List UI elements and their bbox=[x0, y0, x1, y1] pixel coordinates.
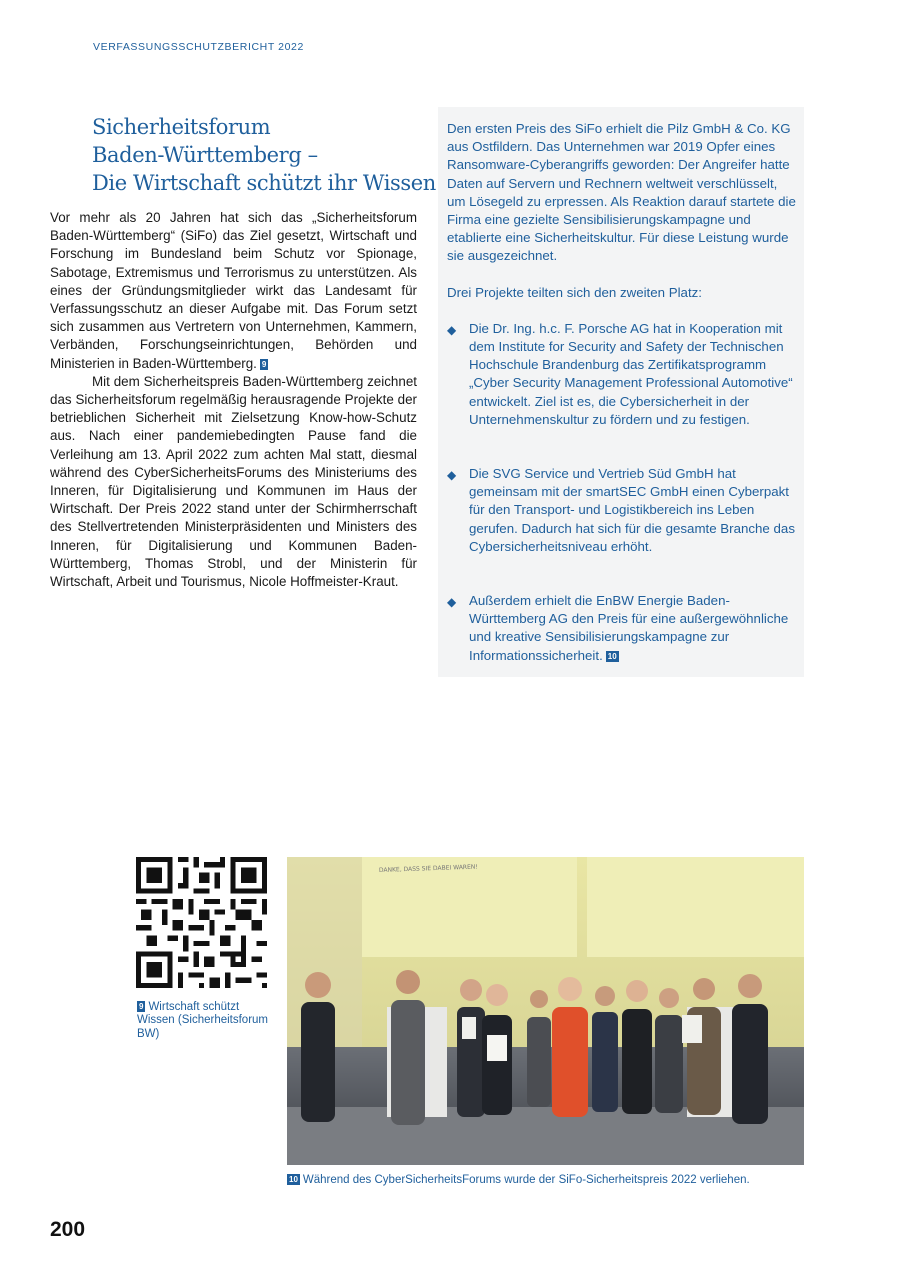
box-intro: Den ersten Preis des SiFo erhielt die Pilz GmbH & Co. KG aus Ostfildern. Das Unternehmen war 2019 Opfer eines Ransomware-Cyberangriffs geworden: Der Angreifer hatte Daten auf Servern und Rechnern weltweit verschlüsselt, um Lösegeld zu erpressen. Als Reaktion darauf startete die Firma eine gezielte Sensibilisierungskampagne und etablierte eine Sicherheitskultur. Für diese Leistung wurde sie ausgezeichnet. bbox=[447, 121, 796, 264]
diamond-bullet-icon: ◆ bbox=[447, 468, 457, 483]
title-line-3: Die Wirtschaft schützt ihr Wissen bbox=[92, 171, 436, 195]
award-info-box bbox=[438, 107, 804, 677]
bullet-text: Die SVG Service und Vertrieb Süd GmbH hat gemeinsam mit der smartSEC GmbH einen Cyberpakt für den Transport- und Logistikbereich ins Leben gerufen. Dadurch hat sich für die gesamte Branche das Cybersicherheitsniveau erhöht. bbox=[469, 466, 795, 554]
qr-code-icon[interactable] bbox=[136, 857, 267, 988]
bullet-item-porsche bbox=[447, 320, 797, 429]
bullet-item-svg bbox=[447, 465, 797, 556]
bullet-item-enbw bbox=[447, 592, 797, 665]
diamond-bullet-icon: ◆ bbox=[447, 595, 457, 610]
qr-caption bbox=[137, 1001, 272, 1041]
title-line-1: Sicherheitsforum bbox=[92, 115, 271, 139]
second-place-lead: Drei Projekte teilten sich den zweiten Platz: bbox=[447, 284, 702, 300]
figure-ref-10: 10 bbox=[289, 1175, 298, 1184]
award-ceremony-photo bbox=[287, 857, 804, 1165]
page-number: 200 bbox=[50, 1218, 86, 1241]
bullet-text: Außerdem erhielt die EnBW Energie Baden-Württemberg AG den Preis für eine außergewöhnliche und kreative Sensibilisierungskampagne zur Informationssicherheit. bbox=[469, 593, 789, 663]
running-head: VERFASSUNGSSCHUTZBERICHT 2022 bbox=[93, 41, 304, 53]
figure-ref-9[interactable]: 9 bbox=[261, 359, 267, 369]
paragraph-1-text: Vor mehr als 20 Jahren hat sich das „Sicherheitsforum Baden-Württemberg“ (SiFo) das Ziel gesetzt, Wirtschaft und Forschung im Bundesland beim Schutz vor Spionage, Sabotage, Extremismus und Terrorismus zu unterstützen. Als eines der Gründungsmitglieder wirkt das Landesamt für Verfassungsschutz an dieser Aufgabe mit. Das Forum setzt sich zusammen aus Vertretern von Unternehmen, Kammern, Verbänden, Forschungseinrichtungen, Behörden und Ministerien in Baden-Württemberg. bbox=[50, 210, 417, 371]
paragraph-1 bbox=[50, 209, 417, 373]
qr-caption-text: Wirtschaft schützt Wissen (Sicherheitsforum BW) bbox=[137, 1001, 269, 1040]
figure-ref-10[interactable]: 10 bbox=[607, 651, 617, 661]
photo-caption bbox=[287, 1173, 750, 1187]
title-line-2: Baden-Württemberg – bbox=[92, 143, 318, 167]
bullet-text: Die Dr. Ing. h.c. F. Porsche AG hat in Kooperation mit dem Institute for Security and Safety der Technischen Hochschule Brandenburg das Zertifikatsprogramm „Cyber Security Management Professional Automotive“ entwickelt. Ziel ist es, die Cybersicherheit in der Unternehmenskultur zu fördern und zu festigen. bbox=[469, 320, 793, 427]
photo-caption-text: Während des CyberSicherheitsForums wurde der SiFo-Sicherheitspreis 2022 verliehen. bbox=[302, 1174, 750, 1186]
screen-text: DANKE, DASS SIE DABEI WAREN! bbox=[378, 863, 478, 874]
paragraph-2: Mit dem Sicherheitspreis Baden-Württemberg zeichnet das Sicherheitsforum regelmäßig herausragende Projekte der betrieblichen Sicherheit mit Zielsetzung Know-how-Schutz aus. Nach einer pandemiebedingten Pause fand die Verleihung am 13. April 2022 zum achten Mal statt, diesmal während des CyberSicherheitsForums des Ministeriums des Inneren, für Digitalisierung und Kommunen im Haus der Wirtschaft. Der Preis 2022 stand unter der Schirmherrschaft des Stellvertretenden Ministerpräsidenten und Ministers des Inneren, für Digitalisierung und Kommunen Baden-Württemberg, Thomas Strobl, und der Ministerin für Wirtschaft, Arbeit und Tourismus, Nicole Hoffmeister-Kraut. bbox=[50, 373, 417, 590]
diamond-bullet-icon: ◆ bbox=[447, 322, 457, 337]
figure-ref-9: 9 bbox=[139, 1002, 144, 1011]
article-title bbox=[92, 113, 436, 197]
article-body bbox=[50, 209, 417, 591]
